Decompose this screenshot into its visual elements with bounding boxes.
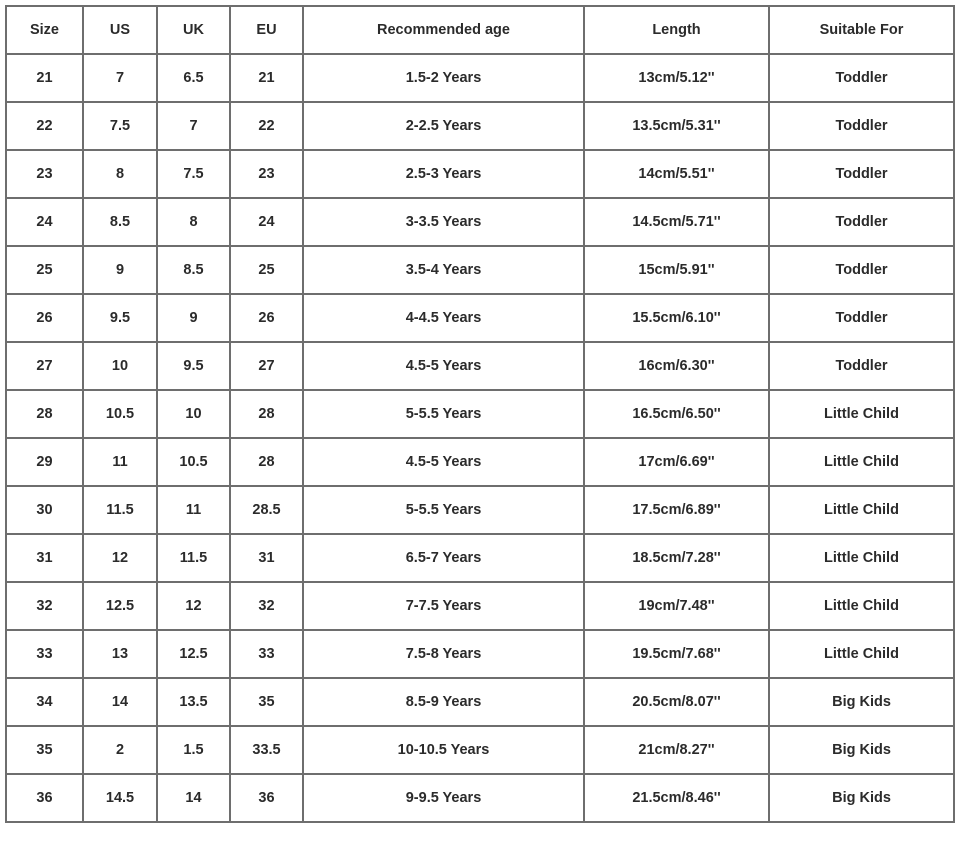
size-chart-table: [5, 5, 955, 823]
cell-length: 18.5cm/7.28'': [584, 534, 769, 582]
cell-us: 13: [83, 630, 157, 678]
cell-length: 19.5cm/7.68'': [584, 630, 769, 678]
cell-length: 16cm/6.30'': [584, 342, 769, 390]
cell-size: 29: [6, 438, 83, 486]
cell-size: 23: [6, 150, 83, 198]
table-row: [6, 774, 954, 822]
table-row: [6, 630, 954, 678]
header-cell-size: Size: [6, 6, 83, 54]
cell-length: 16.5cm/6.50'': [584, 390, 769, 438]
cell-us: 11.5: [83, 486, 157, 534]
cell-uk: 1.5: [157, 726, 230, 774]
cell-size: 33: [6, 630, 83, 678]
cell-uk: 10: [157, 390, 230, 438]
cell-size: 35: [6, 726, 83, 774]
cell-size: 31: [6, 534, 83, 582]
cell-recommended-age: 2-2.5 Years: [303, 102, 584, 150]
cell-uk: 7.5: [157, 150, 230, 198]
cell-size: 30: [6, 486, 83, 534]
table-header: [6, 6, 954, 54]
cell-recommended-age: 3-3.5 Years: [303, 198, 584, 246]
cell-us: 7: [83, 54, 157, 102]
table-body: [6, 54, 954, 822]
cell-suitable-for: Toddler: [769, 198, 954, 246]
cell-recommended-age: 5-5.5 Years: [303, 486, 584, 534]
cell-uk: 14: [157, 774, 230, 822]
cell-suitable-for: Toddler: [769, 246, 954, 294]
cell-us: 2: [83, 726, 157, 774]
cell-length: 13cm/5.12'': [584, 54, 769, 102]
cell-eu: 36: [230, 774, 303, 822]
table-row: [6, 438, 954, 486]
header-row: [6, 6, 954, 54]
cell-uk: 8: [157, 198, 230, 246]
table-row: [6, 246, 954, 294]
cell-eu: 28.5: [230, 486, 303, 534]
cell-uk: 9.5: [157, 342, 230, 390]
cell-eu: 33: [230, 630, 303, 678]
cell-recommended-age: 9-9.5 Years: [303, 774, 584, 822]
header-cell-suitable-for: Suitable For: [769, 6, 954, 54]
table-row: [6, 390, 954, 438]
cell-suitable-for: Little Child: [769, 390, 954, 438]
cell-us: 14.5: [83, 774, 157, 822]
cell-uk: 12: [157, 582, 230, 630]
cell-suitable-for: Toddler: [769, 102, 954, 150]
cell-eu: 31: [230, 534, 303, 582]
table-row: [6, 54, 954, 102]
cell-us: 7.5: [83, 102, 157, 150]
cell-size: 21: [6, 54, 83, 102]
cell-length: 19cm/7.48'': [584, 582, 769, 630]
cell-size: 26: [6, 294, 83, 342]
table-row: [6, 534, 954, 582]
cell-recommended-age: 3.5-4 Years: [303, 246, 584, 294]
cell-uk: 11.5: [157, 534, 230, 582]
cell-us: 12.5: [83, 582, 157, 630]
cell-suitable-for: Big Kids: [769, 774, 954, 822]
cell-suitable-for: Toddler: [769, 342, 954, 390]
cell-eu: 28: [230, 390, 303, 438]
cell-size: 22: [6, 102, 83, 150]
cell-suitable-for: Little Child: [769, 486, 954, 534]
cell-recommended-age: 6.5-7 Years: [303, 534, 584, 582]
cell-us: 8: [83, 150, 157, 198]
cell-recommended-age: 4.5-5 Years: [303, 342, 584, 390]
cell-length: 14cm/5.51'': [584, 150, 769, 198]
cell-eu: 33.5: [230, 726, 303, 774]
cell-suitable-for: Little Child: [769, 534, 954, 582]
table-row: [6, 102, 954, 150]
cell-us: 10.5: [83, 390, 157, 438]
cell-recommended-age: 7-7.5 Years: [303, 582, 584, 630]
cell-size: 36: [6, 774, 83, 822]
cell-length: 17cm/6.69'': [584, 438, 769, 486]
cell-eu: 26: [230, 294, 303, 342]
cell-us: 11: [83, 438, 157, 486]
cell-suitable-for: Toddler: [769, 150, 954, 198]
table-row: [6, 726, 954, 774]
cell-suitable-for: Little Child: [769, 630, 954, 678]
table-row: [6, 678, 954, 726]
cell-recommended-age: 1.5-2 Years: [303, 54, 584, 102]
cell-uk: 13.5: [157, 678, 230, 726]
cell-uk: 6.5: [157, 54, 230, 102]
cell-uk: 7: [157, 102, 230, 150]
cell-us: 12: [83, 534, 157, 582]
cell-length: 21.5cm/8.46'': [584, 774, 769, 822]
cell-suitable-for: Big Kids: [769, 726, 954, 774]
cell-recommended-age: 2.5-3 Years: [303, 150, 584, 198]
cell-size: 28: [6, 390, 83, 438]
cell-suitable-for: Little Child: [769, 438, 954, 486]
cell-size: 25: [6, 246, 83, 294]
cell-length: 15.5cm/6.10'': [584, 294, 769, 342]
cell-eu: 27: [230, 342, 303, 390]
table-row: [6, 150, 954, 198]
cell-recommended-age: 7.5-8 Years: [303, 630, 584, 678]
table-row: [6, 198, 954, 246]
table-row: [6, 294, 954, 342]
cell-uk: 9: [157, 294, 230, 342]
cell-eu: 28: [230, 438, 303, 486]
cell-eu: 24: [230, 198, 303, 246]
cell-eu: 25: [230, 246, 303, 294]
header-cell-eu: EU: [230, 6, 303, 54]
cell-recommended-age: 5-5.5 Years: [303, 390, 584, 438]
cell-length: 20.5cm/8.07'': [584, 678, 769, 726]
cell-size: 27: [6, 342, 83, 390]
header-cell-uk: UK: [157, 6, 230, 54]
cell-suitable-for: Toddler: [769, 54, 954, 102]
header-cell-length: Length: [584, 6, 769, 54]
cell-recommended-age: 10-10.5 Years: [303, 726, 584, 774]
cell-recommended-age: 4.5-5 Years: [303, 438, 584, 486]
cell-eu: 35: [230, 678, 303, 726]
cell-eu: 32: [230, 582, 303, 630]
cell-eu: 22: [230, 102, 303, 150]
cell-suitable-for: Toddler: [769, 294, 954, 342]
cell-eu: 21: [230, 54, 303, 102]
cell-us: 14: [83, 678, 157, 726]
cell-uk: 12.5: [157, 630, 230, 678]
cell-length: 14.5cm/5.71'': [584, 198, 769, 246]
cell-size: 32: [6, 582, 83, 630]
table-row: [6, 486, 954, 534]
cell-size: 24: [6, 198, 83, 246]
cell-length: 17.5cm/6.89'': [584, 486, 769, 534]
cell-suitable-for: Little Child: [769, 582, 954, 630]
cell-recommended-age: 4-4.5 Years: [303, 294, 584, 342]
cell-length: 13.5cm/5.31'': [584, 102, 769, 150]
header-cell-recommended-age: Recommended age: [303, 6, 584, 54]
header-cell-us: US: [83, 6, 157, 54]
cell-uk: 10.5: [157, 438, 230, 486]
cell-uk: 8.5: [157, 246, 230, 294]
cell-uk: 11: [157, 486, 230, 534]
table-row: [6, 342, 954, 390]
cell-length: 21cm/8.27'': [584, 726, 769, 774]
cell-us: 9: [83, 246, 157, 294]
cell-us: 8.5: [83, 198, 157, 246]
table-row: [6, 582, 954, 630]
cell-us: 9.5: [83, 294, 157, 342]
cell-length: 15cm/5.91'': [584, 246, 769, 294]
cell-eu: 23: [230, 150, 303, 198]
cell-recommended-age: 8.5-9 Years: [303, 678, 584, 726]
cell-us: 10: [83, 342, 157, 390]
cell-size: 34: [6, 678, 83, 726]
cell-suitable-for: Big Kids: [769, 678, 954, 726]
